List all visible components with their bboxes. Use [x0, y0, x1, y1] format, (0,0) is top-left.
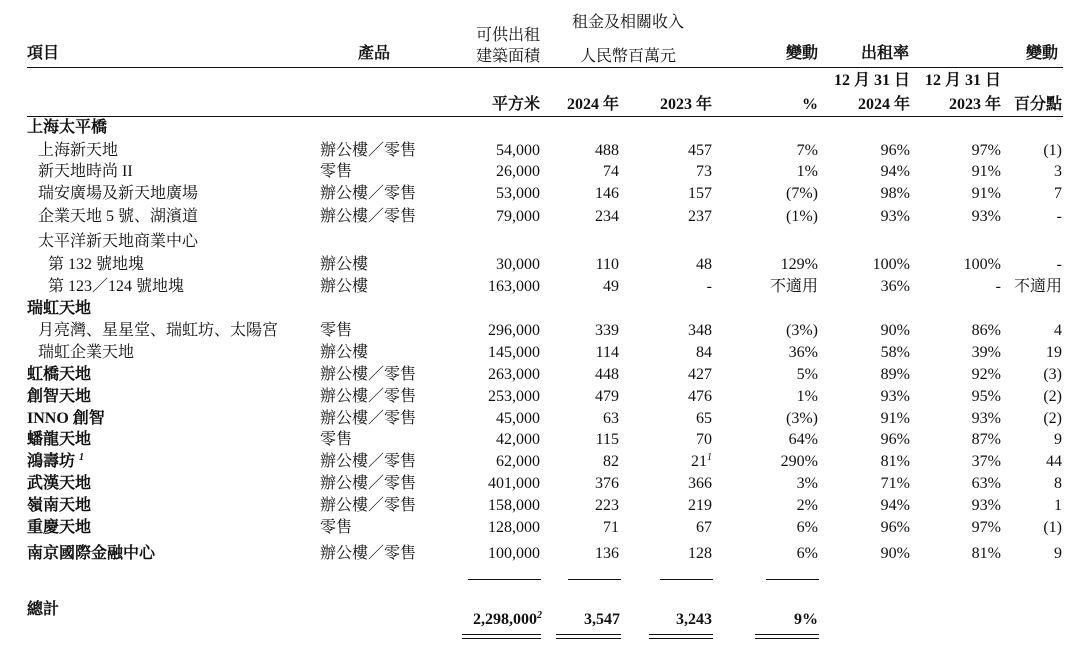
row-occ-2023: 93%	[971, 410, 1001, 427]
row-change: 3%	[796, 475, 818, 492]
row-occ-change: (2)	[1043, 388, 1062, 405]
row-occ-change: (2)	[1043, 410, 1062, 427]
row-change: (3%)	[786, 322, 818, 339]
row-gfa: 79,000	[496, 208, 540, 225]
row-occ-change: 44	[1046, 453, 1062, 470]
row-rent-2024: 82	[603, 453, 619, 470]
row-gfa: 45,000	[496, 410, 540, 427]
row-occ-change: -	[1056, 256, 1062, 273]
total-rule-2024	[568, 579, 621, 580]
row-rent-2024: 63	[603, 410, 619, 427]
row-occ-2024: 98%	[880, 185, 910, 202]
row-product: 辦公樓／零售	[320, 410, 417, 427]
row-occ-2024: 94%	[880, 497, 910, 514]
row-occ-2023: -	[995, 278, 1001, 295]
total-gfa-value: 2,298,000	[473, 611, 537, 628]
row-occ-2024: 90%	[880, 545, 910, 562]
row-occ-change: 8	[1054, 475, 1062, 492]
row-occ-2024: 81%	[880, 453, 910, 470]
row-occ-change: -	[1056, 208, 1062, 225]
row-rent-2024: 71	[603, 519, 619, 536]
row-occ-2023: 81%	[971, 545, 1001, 562]
row-occ-2023: 93%	[971, 497, 1001, 514]
row-rent-2023: 366	[688, 475, 712, 492]
row-occ-2024: 58%	[880, 344, 910, 361]
row-occ-2024: 71%	[880, 475, 910, 492]
row-name: 瑞虹企業天地	[38, 344, 135, 361]
row-rent-2023: 73	[696, 163, 712, 180]
header-dec31-2024: 12 月 31 日	[833, 72, 910, 89]
row-change: (1%)	[786, 208, 818, 225]
row-product: 辦公樓／零售	[320, 545, 417, 562]
row-rent-2023: 457	[688, 142, 712, 159]
row-occ-change: (3)	[1043, 366, 1062, 383]
row-occ-2023: 87%	[971, 431, 1001, 448]
header-occupancy: 出租率	[860, 45, 909, 62]
row-occ-2023: 100%	[963, 256, 1001, 273]
row-rent-2024: 110	[595, 256, 619, 273]
row-name: 企業天地 5 號、湖濱道	[38, 208, 199, 225]
row-gfa: 163,000	[488, 278, 540, 295]
row-occ-2024: 91%	[880, 410, 910, 427]
header-year-2024: 2024 年	[566, 96, 619, 113]
row-occ-change: 1	[1054, 497, 1062, 514]
row-product: 零售	[320, 322, 353, 339]
header-change: 變動	[785, 45, 818, 62]
row-change: 6%	[796, 545, 818, 562]
row-product: 辦公樓／零售	[320, 142, 417, 159]
row-rent-2024: 479	[595, 388, 619, 405]
row-gfa: 145,000	[488, 344, 540, 361]
row-gfa: 100,000	[488, 545, 540, 562]
total-double-rule-2023	[649, 634, 713, 639]
row-rent-2024: 448	[595, 366, 619, 383]
row-change: 290%	[780, 453, 818, 470]
row-gfa: 53,000	[496, 185, 540, 202]
row-change: 64%	[788, 431, 818, 448]
row-change: 5%	[796, 366, 818, 383]
header-item: 項目	[27, 45, 60, 62]
row-rent-2023: $21^1$	[691, 452, 712, 470]
total-change: 9%	[794, 611, 818, 628]
header-year-2023: 2023 年	[659, 96, 712, 113]
row-rent-2024: 115	[595, 431, 619, 448]
row-occ-2023: 92%	[971, 366, 1001, 383]
row-change: 1%	[796, 163, 818, 180]
row-occ-change: 9	[1054, 431, 1062, 448]
total-double-rule-gfa	[462, 634, 541, 639]
row-rent-2024: 234	[595, 208, 619, 225]
row-gfa: 263,000	[488, 366, 540, 383]
row-gfa: 158,000	[488, 497, 540, 514]
row-rent-2023: 237	[688, 208, 712, 225]
row-rent-2024: 74	[603, 163, 619, 180]
row-name: 嶺南天地	[27, 497, 92, 514]
row-change: 129%	[780, 256, 818, 273]
row-name: 鴻壽坊 $^1$	[27, 452, 85, 470]
row-occ-change: 3	[1054, 163, 1062, 180]
row-rent-2024: 114	[595, 344, 619, 361]
row-product: 辦公樓／零售	[320, 208, 417, 225]
row-change: 1%	[796, 388, 818, 405]
row-name: 武漢天地	[27, 475, 92, 492]
row-occ-2023: 86%	[971, 322, 1001, 339]
total-rule-gfa	[468, 579, 541, 580]
row-product: 辦公樓／零售	[320, 497, 417, 514]
row-occ-change: 7	[1054, 185, 1062, 202]
row-occ-change: (1)	[1043, 519, 1062, 536]
row-name: 第 132 號地塊	[48, 256, 145, 273]
row-change: (7%)	[786, 185, 818, 202]
row-name: 上海新天地	[38, 142, 119, 159]
row-gfa: 128,000	[488, 519, 540, 536]
row-rent-2023-footnote: 1	[707, 452, 712, 463]
header-pct-points: 百分點	[1013, 96, 1062, 113]
total-label: 總計	[27, 601, 60, 618]
row-occ-2023: 37%	[971, 453, 1001, 470]
header-product: 產品	[358, 45, 391, 62]
row-rent-2024: 49	[603, 278, 619, 295]
row-occ-change: (1)	[1043, 142, 1062, 159]
header-occ-change: 變動	[1025, 45, 1058, 62]
row-gfa: 42,000	[496, 431, 540, 448]
row-rent-2024: 339	[595, 322, 619, 339]
row-rent-2024: 146	[595, 185, 619, 202]
row-rent-2024: 488	[595, 142, 619, 159]
row-occ-2023: 97%	[971, 142, 1001, 159]
header-pct: %	[802, 96, 818, 113]
row-change: 不適用	[769, 278, 818, 295]
row-occ-2024: 96%	[880, 519, 910, 536]
row-change: 6%	[796, 519, 818, 536]
row-name: 創智天地	[27, 388, 92, 405]
row-product: 辦公樓／零售	[320, 185, 417, 202]
total-rule-2023	[660, 579, 713, 580]
header-rent-group: 租金及相關收入	[571, 14, 684, 31]
header-bottom-rule	[27, 116, 1063, 117]
header-gfa-line1: 可供出租	[475, 27, 540, 44]
row-name: INNO 創智	[27, 410, 105, 427]
row-occ-2024: 36%	[880, 278, 910, 295]
header-occ-year-2023: 2023 年	[948, 96, 1001, 113]
row-name: 瑞虹天地	[27, 300, 92, 317]
row-gfa: 26,000	[496, 163, 540, 180]
row-occ-2023: 91%	[971, 163, 1001, 180]
row-name: 太平洋新天地商業中心	[38, 233, 199, 250]
row-product: 辦公樓	[320, 344, 369, 361]
total-rent-2024: 3,547	[584, 611, 620, 628]
row-rent-2024: 376	[595, 475, 619, 492]
row-occ-2024: 96%	[880, 142, 910, 159]
row-gfa: 30,000	[496, 256, 540, 273]
total-double-rule-change	[755, 634, 819, 639]
row-gfa: 54,000	[496, 142, 540, 159]
row-occ-2024: 93%	[880, 208, 910, 225]
row-product: 零售	[320, 519, 353, 536]
row-product: 零售	[320, 431, 353, 448]
row-occ-2023: 63%	[971, 475, 1001, 492]
header-rule	[27, 67, 1063, 68]
row-rent-2023: 476	[688, 388, 712, 405]
header-unit-sqm: 平方米	[491, 96, 540, 113]
total-gfa-footnote: 2	[537, 610, 542, 621]
row-product: 辦公樓	[320, 278, 369, 295]
row-rent-2023: 70	[696, 431, 712, 448]
row-name: 月亮灣、星星堂、瑞虹坊、太陽宮	[38, 322, 279, 339]
row-occ-2023: 93%	[971, 208, 1001, 225]
row-rent-2023: 128	[688, 545, 712, 562]
row-rent-2023: 65	[696, 410, 712, 427]
row-gfa: 62,000	[496, 453, 540, 470]
row-name-footnote: 1	[79, 452, 85, 463]
row-name: 上海太平橋	[27, 119, 108, 136]
row-rent-2023: 157	[688, 185, 712, 202]
row-rent-2024: 223	[595, 497, 619, 514]
row-rent-2023: 67	[696, 519, 712, 536]
row-occ-change: 19	[1046, 344, 1062, 361]
header-occ-year-2024: 2024 年	[857, 96, 910, 113]
row-name: 蟠龍天地	[27, 431, 92, 448]
row-rent-2024: 136	[595, 545, 619, 562]
row-occ-2024: 89%	[880, 366, 910, 383]
row-change: 2%	[796, 497, 818, 514]
row-change: (3%)	[786, 410, 818, 427]
row-occ-2024: 100%	[872, 256, 910, 273]
total-double-rule-2024	[556, 634, 621, 639]
row-occ-2024: 96%	[880, 431, 910, 448]
row-product: 辦公樓／零售	[320, 453, 417, 470]
total-rent-2023: 3,243	[676, 611, 712, 628]
header-gfa-line2: 建築面積	[475, 48, 540, 65]
row-occ-change: 不適用	[1013, 278, 1062, 295]
row-rent-2023: 48	[696, 256, 712, 273]
row-occ-2023: 97%	[971, 519, 1001, 536]
row-occ-2024: 93%	[880, 388, 910, 405]
row-occ-2023: 91%	[971, 185, 1001, 202]
row-gfa: 296,000	[488, 322, 540, 339]
row-name: 新天地時尚 II	[38, 163, 133, 180]
row-gfa: 253,000	[488, 388, 540, 405]
row-change: 7%	[796, 142, 818, 159]
row-rent-2023: 427	[688, 366, 712, 383]
row-product: 辦公樓／零售	[320, 366, 417, 383]
header-currency: 人民幣百萬元	[579, 48, 676, 65]
row-product: 零售	[320, 163, 353, 180]
row-name: 南京國際金融中心	[27, 545, 156, 562]
row-rent-2023: 84	[696, 344, 712, 361]
row-occ-2023: 95%	[971, 388, 1001, 405]
row-name: 第 123／124 號地塊	[48, 278, 185, 295]
total-gfa	[440, 610, 542, 630]
row-name: 虹橋天地	[27, 366, 92, 383]
row-gfa: 401,000	[488, 475, 540, 492]
row-product: 辦公樓／零售	[320, 475, 417, 492]
row-rent-2023: 348	[688, 322, 712, 339]
row-change: 36%	[788, 344, 818, 361]
row-occ-change: 9	[1054, 545, 1062, 562]
row-rent-2023: 219	[688, 497, 712, 514]
row-name: 重慶天地	[27, 519, 92, 536]
row-occ-2024: 94%	[880, 163, 910, 180]
row-name: 瑞安廣場及新天地廣場	[38, 185, 199, 202]
row-product: 辦公樓	[320, 256, 369, 273]
row-occ-2023: 39%	[971, 344, 1001, 361]
row-product: 辦公樓／零售	[320, 388, 417, 405]
row-rent-2023: -	[706, 278, 712, 295]
total-rule-change	[766, 579, 819, 580]
header-dec31-2023: 12 月 31 日	[924, 72, 1001, 89]
row-occ-change: 4	[1054, 322, 1062, 339]
row-occ-2024: 90%	[880, 322, 910, 339]
